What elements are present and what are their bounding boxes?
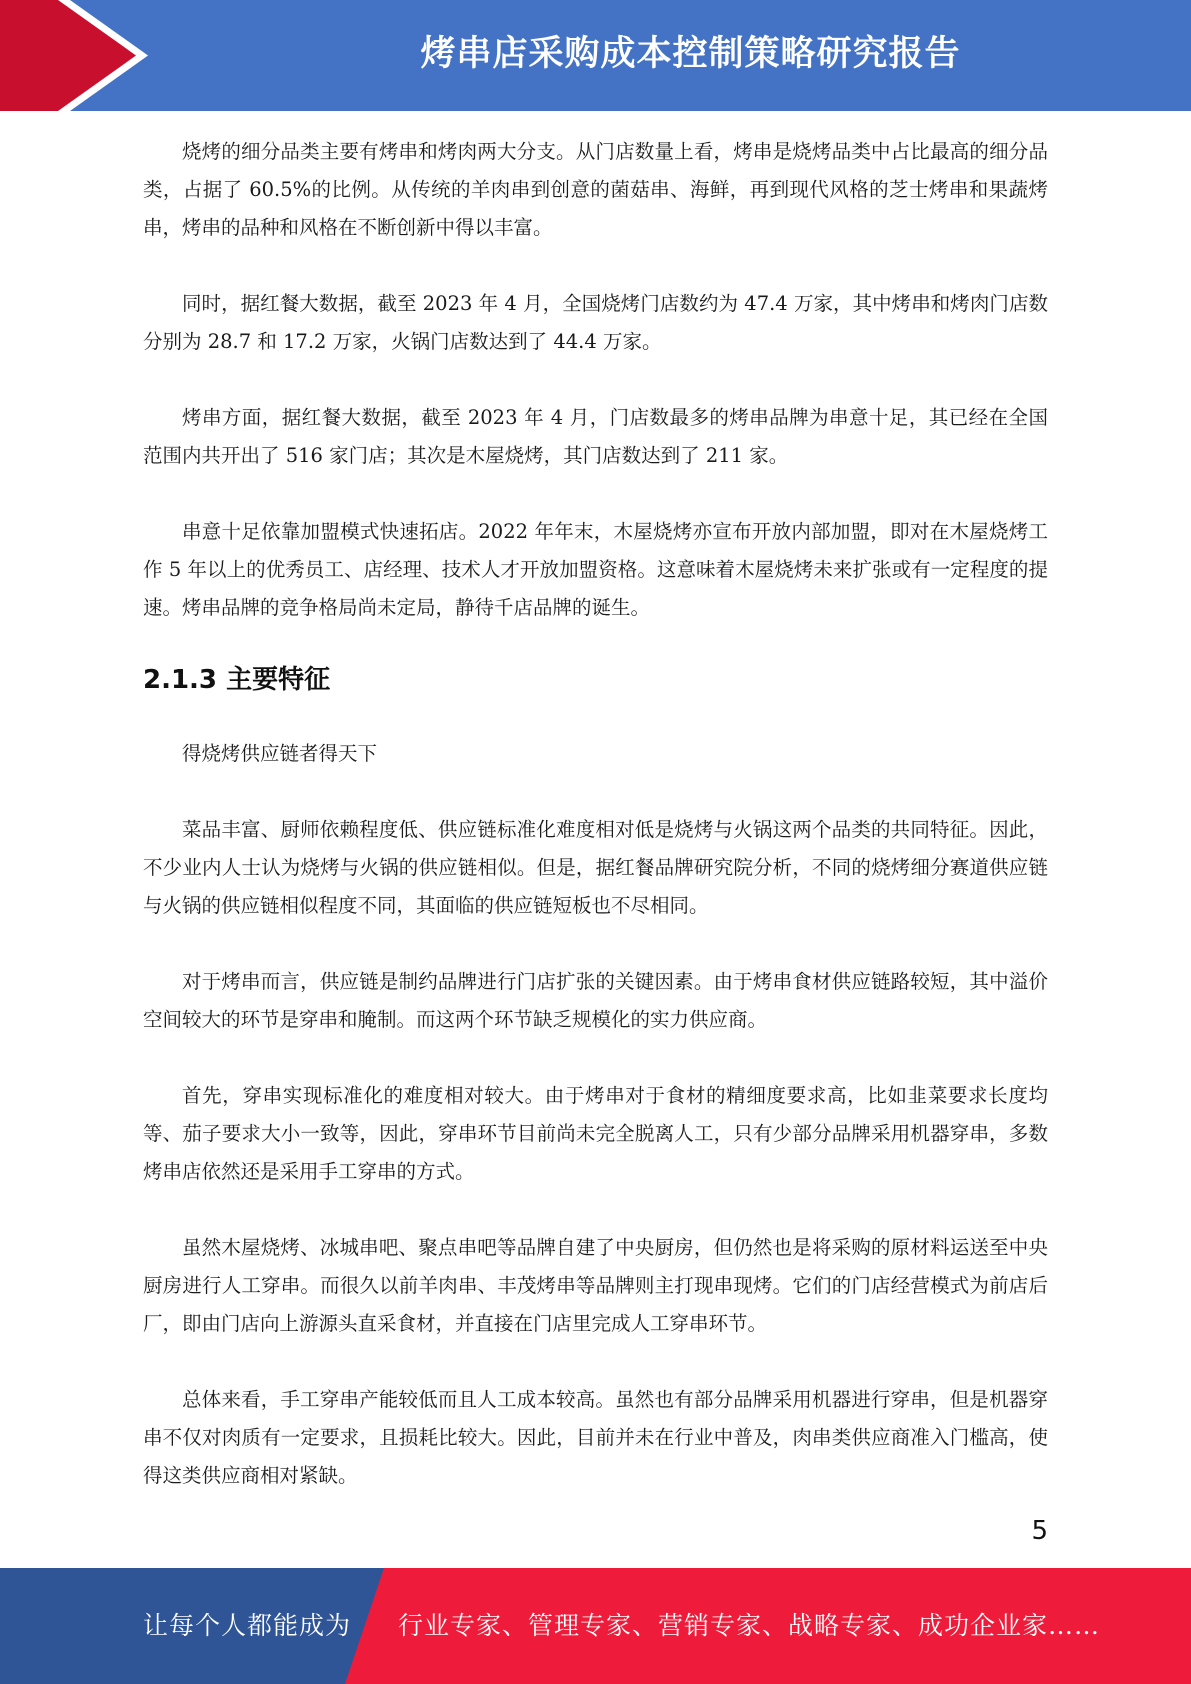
paragraph: 烧烤的细分品类主要有烤串和烤肉两大分支。从门店数量上看，烤串是烧烤品类中占比最高的细分品类，占据了 60.5%的比例。从传统的羊肉串到创意的菌菇串、海鲜，再到现代风格的芝士烤串和果蔬烤串，烤串的品种和风格在不断创新中得以丰富。 — [143, 140, 1048, 239]
page-header — [0, 0, 1191, 111]
paragraph: 串意十足依靠加盟模式快速拓店。2022 年年末，木屋烧烤亦宣布开放内部加盟，即对在木屋烧烤工作 5 年以上的优秀员工、店经理、技术人才开放加盟资格。这意味着木屋烧烤未来扩张或有一定程度的提速。烤串品牌的竞争格局尚未定局，静待千店品牌的诞生。 — [143, 520, 1048, 619]
page-number: 5 — [1031, 1516, 1048, 1546]
paragraph: 首先，穿串实现标准化的难度相对较大。由于烤串对于食材的精细度要求高，比如韭菜要求长度均等、茄子要求大小一致等，因此，穿串环节目前尚未完全脱离人工，只有少部分品牌采用机器穿串，多数烤串店依然还是采用手工穿串的方式。 — [143, 1084, 1048, 1183]
header-chevron-icon — [0, 0, 160, 111]
page-footer — [0, 1568, 1191, 1684]
section-heading: 2.1.3 主要特征 — [143, 665, 331, 695]
report-title: 烤串店采购成本控制策略研究报告 — [420, 34, 961, 74]
paragraph: 烤串方面，据红餐大数据，截至 2023 年 4 月，门店数最多的烤串品牌为串意十足，其已经在全国范围内共开出了 516 家门店；其次是木屋烧烤，其门店数达到了 211 家。 — [143, 406, 1048, 467]
footer-slogan-right: 行业专家、管理专家、营销专家、战略专家、成功企业家…… — [398, 1611, 1101, 1640]
paragraph: 对于烤串而言，供应链是制约品牌进行门店扩张的关键因素。由于烤串食材供应链路较短，其中溢价空间较大的环节是穿串和腌制。而这两个环节缺乏规模化的实力供应商。 — [143, 970, 1048, 1031]
footer-slogan-left: 让每个人都能成为 — [143, 1611, 352, 1640]
paragraph: 虽然木屋烧烤、冰城串吧、聚点串吧等品牌自建了中央厨房，但仍然也是将采购的原材料运送至中央厨房进行人工穿串。而很久以前羊肉串、丰茂烤串等品牌则主打现串现烤。它们的门店经营模式为前店后厂，即由门店向上游源头直采食材，并直接在门店里完成人工穿串环节。 — [143, 1236, 1048, 1335]
paragraph: 菜品丰富、厨师依赖程度低、供应链标准化难度相对低是烧烤与火锅这两个品类的共同特征。因此，不少业内人士认为烧烤与火锅的供应链相似。但是，据红餐品牌研究院分析，不同的烧烤细分赛道供应链与火锅的供应链相似程度不同，其面临的供应链短板也不尽相同。 — [143, 818, 1048, 917]
paragraph: 同时，据红餐大数据，截至 2023 年 4 月，全国烧烤门店数约为 47.4 万家，其中烤串和烤肉门店数分别为 28.7 和 17.2 万家，火锅门店数达到了 44.4 万家。 — [143, 292, 1048, 353]
document-body — [143, 133, 1048, 1495]
paragraph: 总体来看，手工穿串产能较低而且人工成本较高。虽然也有部分品牌采用机器进行穿串，但是机器穿串不仅对肉质有一定要求，且损耗比较大。因此，目前并未在行业中普及，肉串类供应商准入门槛高，使得这类供应商相对紧缺。 — [143, 1388, 1048, 1487]
paragraph: 得烧烤供应链者得天下 — [182, 742, 378, 765]
